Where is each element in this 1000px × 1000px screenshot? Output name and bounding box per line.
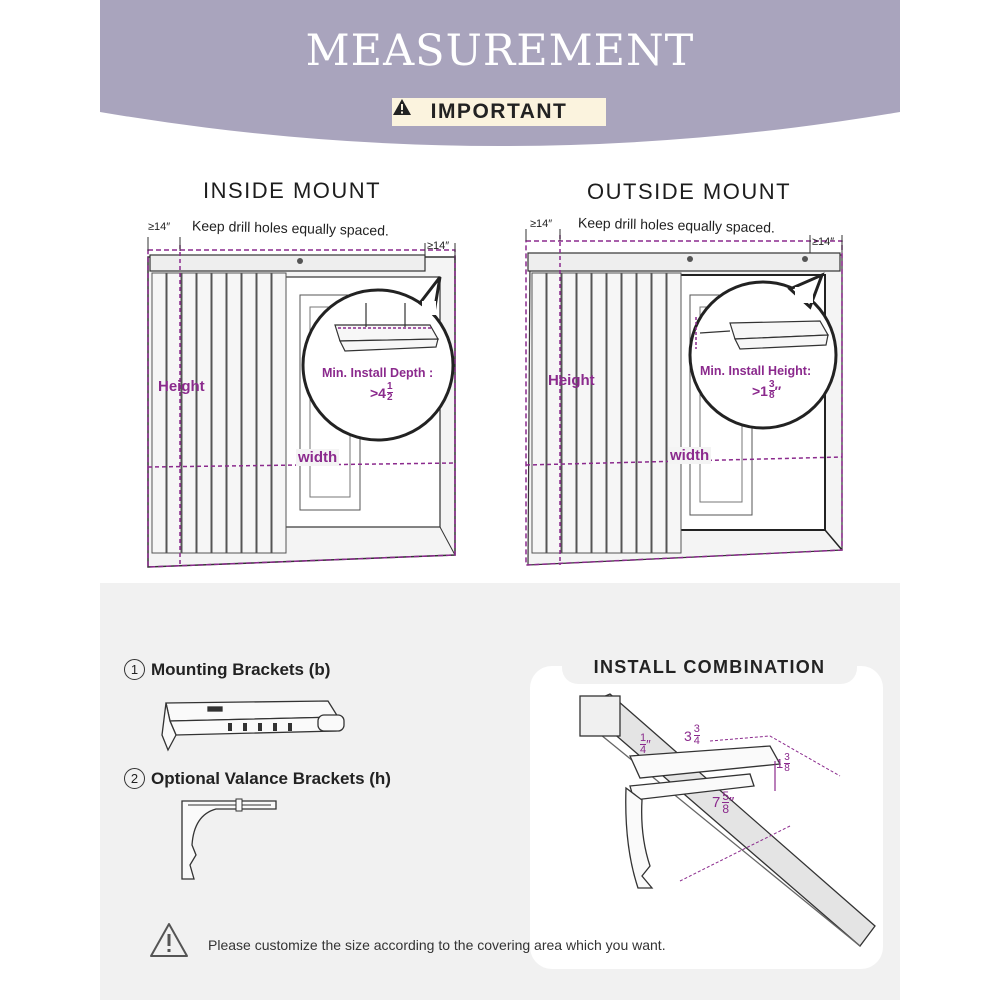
- mounting-brackets-label: [124, 659, 330, 680]
- mounting-brackets-text: Mounting Brackets (b): [151, 659, 331, 679]
- outside-gap-left: ≥14″: [530, 218, 553, 230]
- outside-width-label: width: [670, 447, 710, 464]
- inside-mount-title: INSIDE MOUNT: [203, 178, 382, 203]
- item-number-1: 1: [124, 659, 145, 680]
- valance-brackets-label: [124, 768, 391, 789]
- inside-install-value: >4 1 2: [370, 381, 393, 403]
- caution-icon: [148, 921, 190, 959]
- important-badge: [392, 98, 606, 126]
- inside-mount-diagram: [140, 215, 470, 575]
- inside-install-label: Min. Install Depth :: [322, 366, 434, 380]
- install-combination-title: INSTALL COMBINATION: [562, 650, 857, 684]
- item-number-2: 2: [124, 768, 145, 789]
- outside-mount-diagram: [520, 215, 850, 575]
- combo-dim-a: 1 4 ″: [640, 732, 651, 756]
- important-label: IMPORTANT: [430, 100, 568, 123]
- inside-drill-note: Keep drill holes equally spaced.: [191, 217, 390, 239]
- inside-gap-left: ≥14″: [148, 221, 171, 233]
- outside-gap-right: ≥14″: [812, 236, 835, 248]
- warning-icon: [392, 98, 412, 116]
- inside-height-label: Height: [158, 378, 205, 395]
- mounting-bracket-illustration: [158, 695, 348, 755]
- combo-dim-c: 1 3 8: [776, 752, 790, 774]
- customize-note: Please customize the size according to the covering area which you want.: [208, 937, 666, 953]
- outside-height-label: Height: [548, 372, 595, 389]
- page-title: MEASUREMENT: [305, 26, 695, 76]
- combo-dim-b: 3 3 4: [684, 723, 700, 747]
- valance-bracket-illustration: [176, 795, 286, 890]
- outside-install-value: >1 3 8 ″: [752, 379, 782, 401]
- header-banner: [100, 0, 900, 150]
- install-combination-panel: [530, 666, 883, 969]
- outside-drill-note: Keep drill holes equally spaced.: [577, 214, 776, 236]
- outside-mount-title: OUTSIDE MOUNT: [587, 179, 792, 204]
- install-combination-illustration: [530, 666, 883, 969]
- inside-gap-right: ≥14″: [427, 240, 450, 252]
- combo-dim-d: 7 5 8 ″: [712, 789, 735, 816]
- inside-width-label: width: [298, 449, 338, 466]
- parts-panel: [100, 583, 900, 1000]
- outside-install-label: Min. Install Height:: [700, 364, 812, 378]
- valance-brackets-text: Optional Valance Brackets (h): [151, 768, 391, 788]
